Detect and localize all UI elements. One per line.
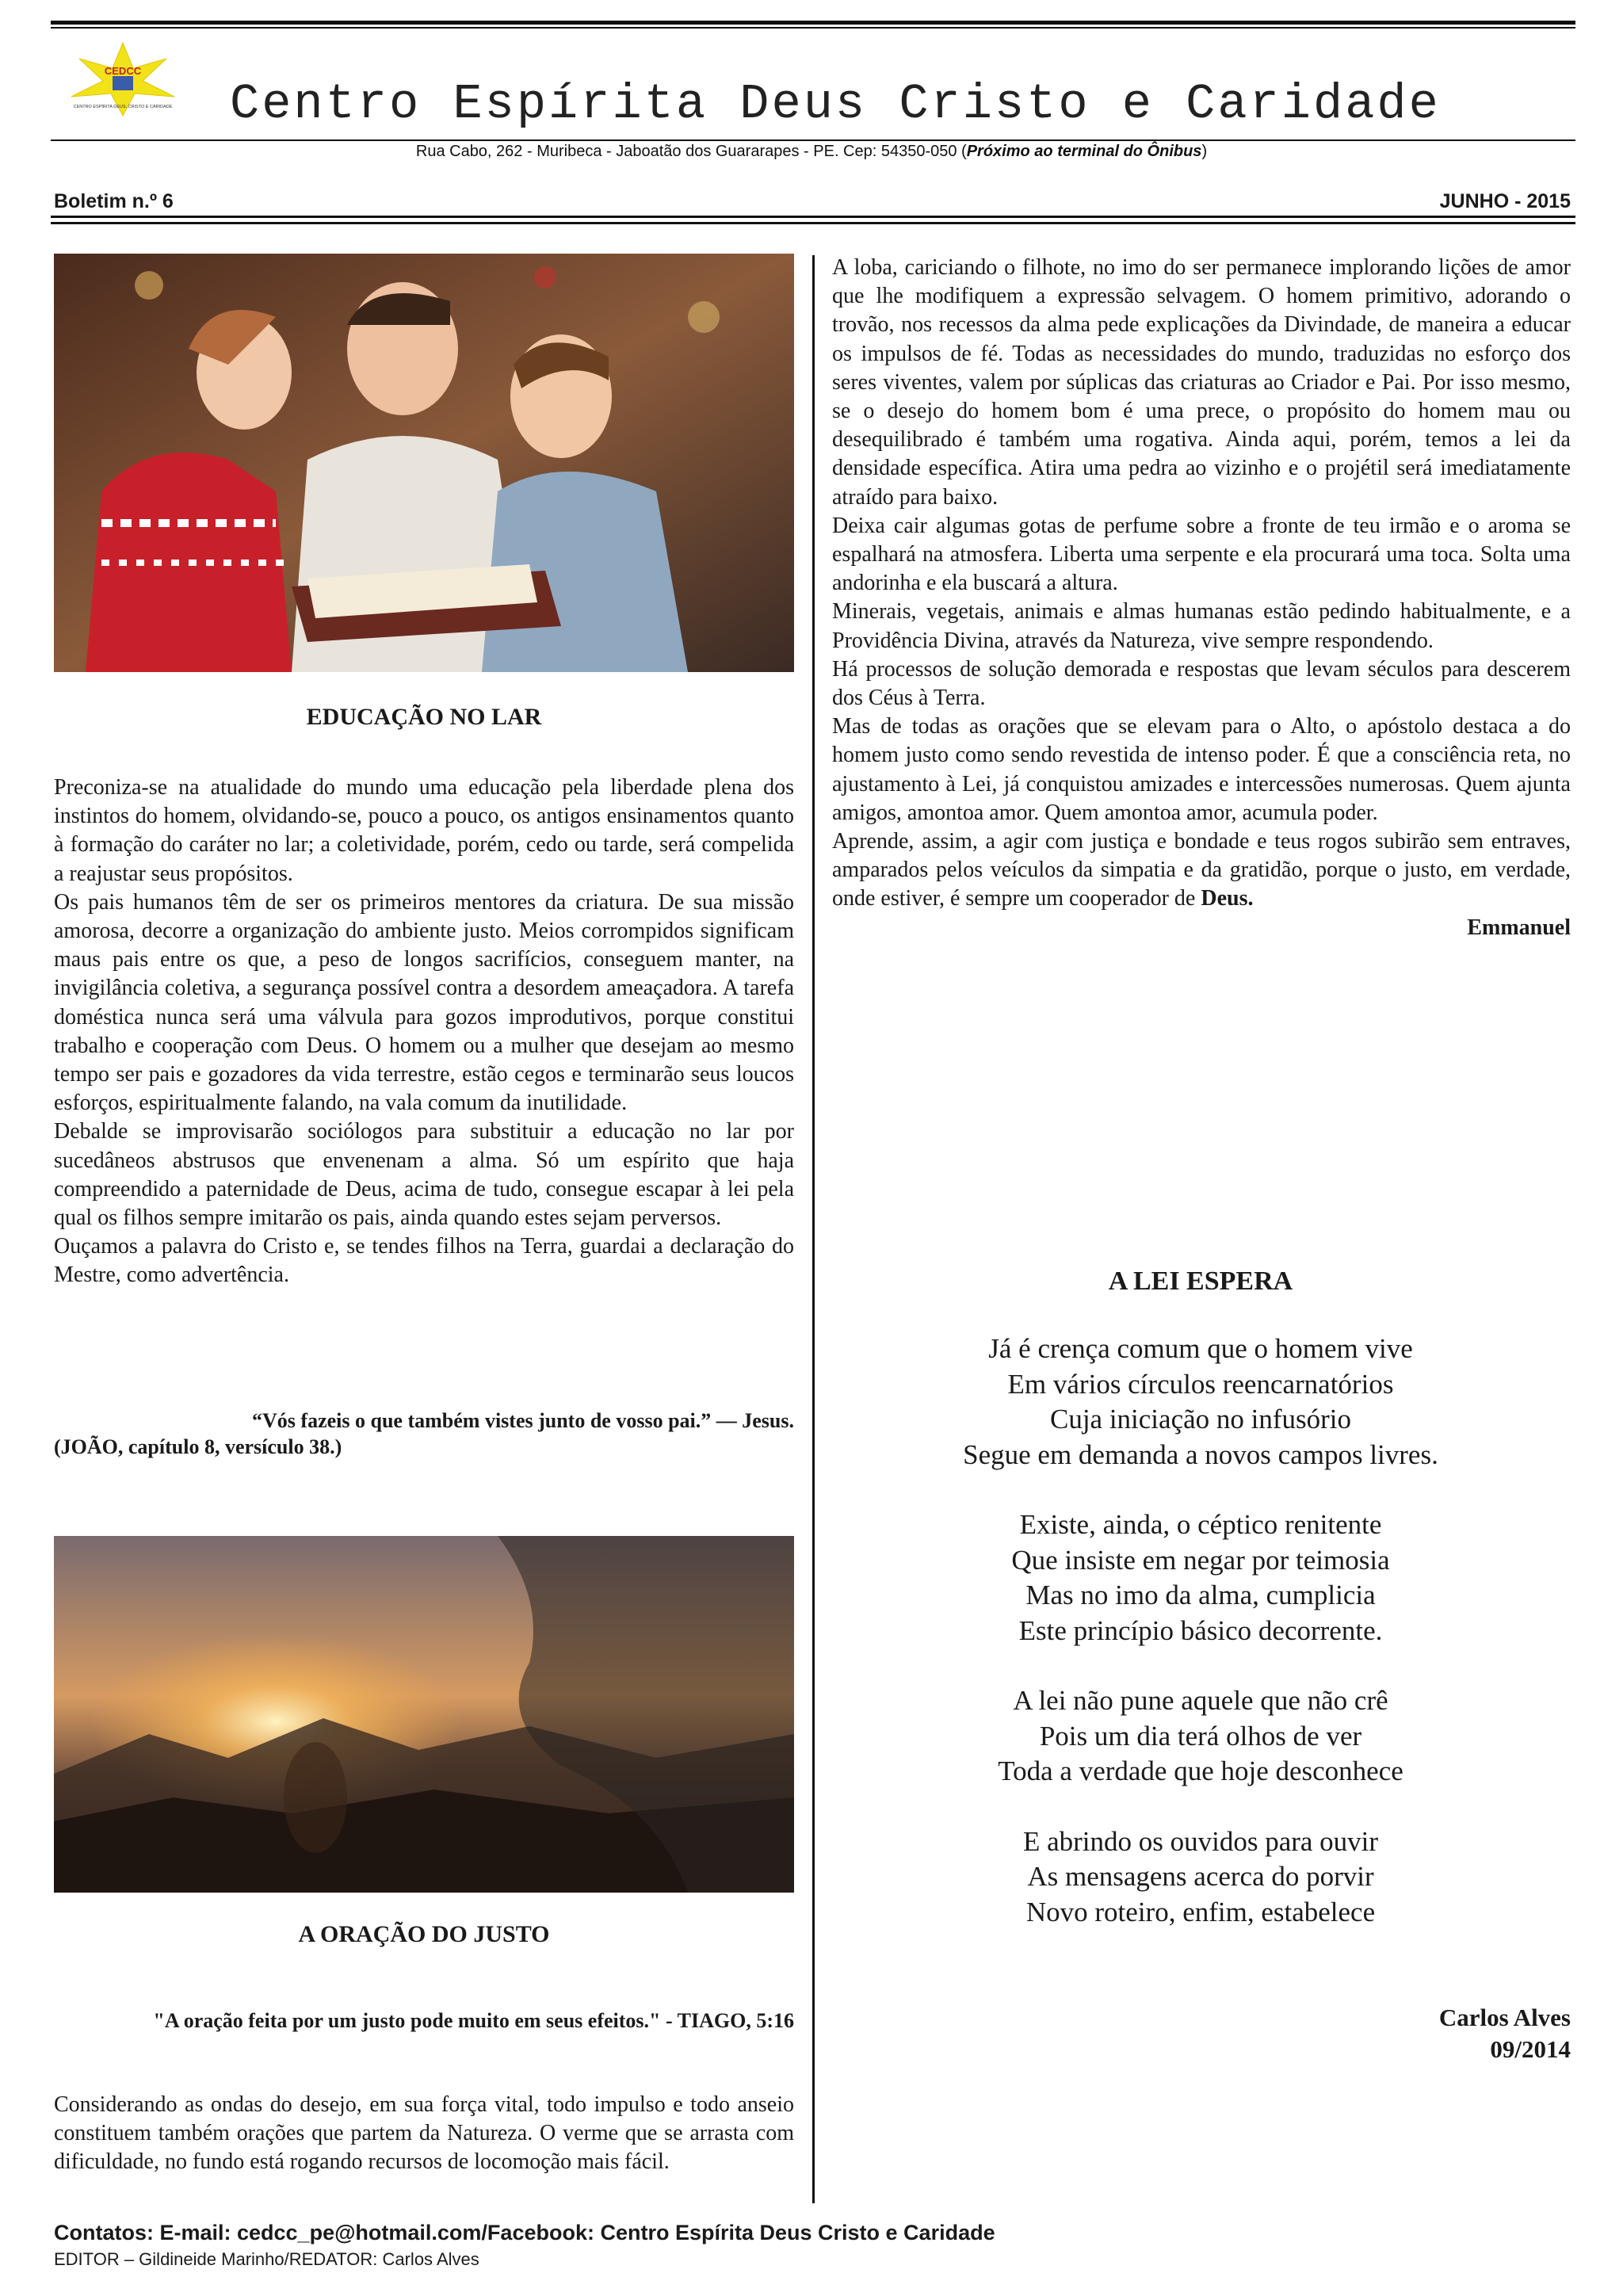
- article2-epigraph: "A oração feita por um justo pode muito em seus efeitos." - TIAGO, 5:16: [153, 2009, 794, 2032]
- signature: Emmanuel: [1467, 915, 1571, 940]
- svg-text:CEDCC: CEDCC: [104, 65, 142, 77]
- paragraph: Minerais, vegetais, animais e almas humanas estão pedindo habitualmente, e a Providência Divina, através da Natureza, vive sempre respondendo.: [832, 599, 1571, 653]
- header-bottom-rule-2: [51, 222, 1575, 224]
- paragraph: Os pais humanos têm de ser os primeiros mentores da criatura. De sua missão amorosa, decorre a organização do ambiente justo. Meios corrompidos significam maus pais entre os que, a peso de longos sacrifícios, conseguem manter, na invigilância coletiva, a segurança possível contra a desordem ameaçadora. A tarefa doméstica nunca será uma válvula para gozos improdutivos, porque constitui trabalho e cooperação com Deus. O homem ou a mulher que desejam ao mesmo tempo ser pais e gozadores da vida terrestre, estão cegos e terminarão seus loucos esforços, espiritualmente falando, na vala comum da inutilidade.: [54, 889, 794, 1116]
- poem-date: 09/2014: [1490, 2035, 1571, 2063]
- paragraph: Deixa cair algumas gotas de perfume sobre a fronte de teu irmão e o aroma se espalhará na atmosfera. Liberta uma serpente e ela procurará uma toca. Solta uma andorinha e ela buscará a altura.: [832, 513, 1571, 596]
- address: Rua Cabo, 262 - Muribeca - Jaboatão dos Guararapes - PE. Cep: 54350-050 (Próximo ao terminal do Ônibus): [415, 143, 1208, 160]
- poem-stanza: Já é crença comum que o homem vive Em vários círculos reencarnatórios Cuja iniciação no infusório Segue em demanda a novos campos livres.: [963, 1333, 1438, 1470]
- poem: [844, 1331, 1557, 1965]
- page-title: Centro Espírita Deus Cristo e Caridade: [230, 76, 1441, 132]
- quote-text: “Vós fazeis o que também vistes junto de vosso pai.” — Jesus.: [252, 1409, 794, 1432]
- prayer-silhouette-photo: [54, 1536, 794, 1893]
- paragraph: Preconiza-se na atualidade do mundo uma educação pela liberdade plena dos instintos do homem, olvidando-se, pouco a pouco, os antigos ensinamentos quanto à formação do caráter no lar; a coletividade, porém, cedo ou tarde, será compelida a reajustar seus propósitos.: [54, 775, 794, 886]
- family-reading-photo: [54, 254, 794, 672]
- article1-body: [54, 774, 794, 1290]
- poem-title: A LEI ESPERA: [1108, 1266, 1293, 1296]
- paragraph: Há processos de solução demorada e respostas que levam séculos para descerem dos Céus à Terra.: [832, 656, 1571, 711]
- footer-editor: EDITOR – Gildineide Marinho/REDATOR: Carlos Alves: [54, 2249, 479, 2269]
- poem-signature: [1439, 2002, 1571, 2065]
- article1-heading: EDUCAÇÃO NO LAR: [306, 704, 542, 730]
- title-rule: [51, 139, 1575, 141]
- paragraph: A loba, cariciando o filhote, no imo do ser permanece implorando lições de amor que lhe modifiquem a expressão selvagem. O homem primitivo, adorando o trovão, nos recessos da alma pede explicações da Divindade, de maneira a educar os impulsos de fé. Todas as necessidades do mundo, traduzidas no esforço dos seres viventes, valem por súplicas das criaturas ao Criador e Pai. Por isso mesmo, se o desejo do homem bom é uma prece, o propósito do homem mau ou desequilibrado é também uma rogativa. Ainda aqui, porém, temos a lei da densidade específica. Atira uma pedra ao vizinho e o projétil será imediatamente atraído para baixo.: [832, 255, 1571, 510]
- column-divider: [812, 255, 815, 2203]
- footer-contacts: Contatos: E-mail: cedcc_pe@hotmail.com/Facebook: Centro Espírita Deus Cristo e Caridade: [54, 2221, 995, 2244]
- svg-text:CENTRO ESPÍRITA DEUS, CRISTO E: CENTRO ESPÍRITA DEUS, CRISTO E CARIDADE: [73, 105, 173, 109]
- quote-reference: (JOÃO, capítulo 8, versículo 38.): [54, 1435, 342, 1458]
- paragraph: Ouçamos a palavra do Cristo e, se tendes filhos na Terra, guardai a declaração do Mestre, como advertência.: [54, 1234, 794, 1288]
- header-bottom-rule: [51, 216, 1575, 218]
- paragraph: Mas de todas as orações que se elevam para o Alto, o apóstolo destaca a do homem justo como sendo revestida de intenso poder. É que a consciência reta, no ajustamento à Lei, já conquistou amizades e intercessões numerosas. Quem ajunta amigos, amontoa amor. Quem amontoa amor, acumula poder.: [832, 714, 1571, 825]
- article2-body: [54, 2091, 794, 2177]
- article2-heading: A ORAÇÃO DO JUSTO: [298, 1921, 550, 1947]
- article2-continued: [832, 254, 1571, 942]
- paragraph: Aprende, assim, a agir com justiça e bondade e teus rogos subirão sem entraves, amparados pelos veículos da simpatia e da gratidão, porque o justo, em verdade, onde estiver, é sempre um cooperador de Deus.: [832, 829, 1571, 911]
- poem-stanza: Existe, ainda, o céptico renitente Que insiste em negar por teimosia Mas no imo da alma, cumplicia Este princípio básico decorrente.: [1011, 1509, 1390, 1646]
- bulletin-date: JUNHO - 2015: [1439, 190, 1571, 212]
- paragraph: Considerando as ondas do desejo, em sua força vital, todo impulso e todo anseio constituem também orações que partem da Natureza. O verme que se arrasta com dificuldade, no fundo está rogando recursos de locomoção mais fácil.: [54, 2092, 794, 2175]
- article1-quote: [54, 1408, 794, 1460]
- bulletin-number: Boletim n.º 6: [54, 190, 174, 212]
- top-rule-thin: [51, 27, 1575, 29]
- poem-stanza: E abrindo os ouvidos para ouvir As mensagens acerca do porvir Novo roteiro, enfim, estabelece: [1022, 1825, 1379, 1927]
- paragraph: Debalde se improvisarão sociólogos para substituir a educação no lar por sucedâneos abstrusos que envenenam a alma. Só um espírito que haja compreendido a paternidade de Deus, acima de tudo, consegue escapar à lei pela qual os filhos sempre imitarão os pais, ainda quando estes sejam perversos.: [54, 1119, 794, 1231]
- poem-author: Carlos Alves: [1438, 2004, 1571, 2031]
- logo: [63, 41, 182, 117]
- top-rule: [51, 21, 1575, 25]
- poem-stanza: A lei não pune aquele que não crê Pois um dia terá olhos de ver Toda a verdade que hoje desconhece: [998, 1685, 1403, 1786]
